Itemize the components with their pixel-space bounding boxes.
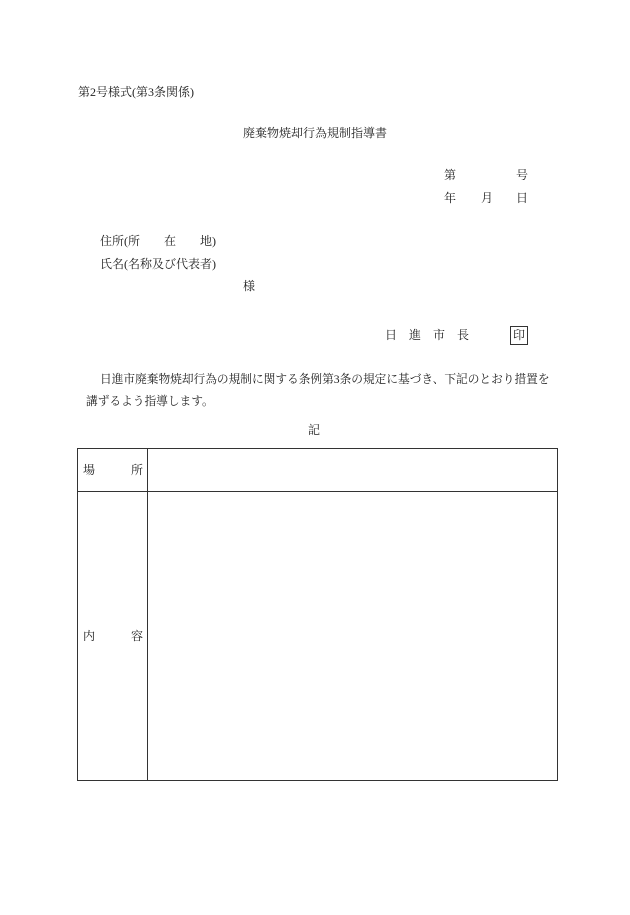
place-value-cell: [148, 449, 558, 492]
place-label-cell: [78, 449, 148, 492]
body-text-line-1: 日進市廃棄物焼却行為の規制に関する条例第3条の規定に基づき、下記のとおり措置を: [100, 373, 550, 386]
notation-ki: 記: [307, 423, 320, 437]
content-label: 内 容: [83, 629, 143, 643]
place-label: 場 所: [83, 463, 143, 477]
recipient-honorific: 様: [243, 279, 256, 293]
table-row-place: [78, 449, 558, 492]
recipient-name-label: 氏名(名称及び代表者): [100, 257, 216, 271]
date-day-unit: 日: [516, 191, 529, 205]
seal-mark: 印: [510, 326, 528, 345]
detail-table: [77, 448, 558, 781]
issuer-title: 日 進 市 長: [385, 328, 470, 342]
date-month-unit: 月: [481, 191, 494, 205]
table-row-content: [78, 492, 558, 781]
form-number: 第2号様式(第3条関係): [78, 85, 194, 99]
body-text-line-2: 講ずるよう指導します。: [86, 395, 214, 408]
document-number-prefix: 第: [444, 168, 457, 182]
recipient-address-label: 住所(所 在 地): [100, 234, 216, 248]
document-title: 廃棄物焼却行為規制指導書: [242, 126, 387, 140]
content-value-cell: [148, 492, 558, 781]
date-year-unit: 年: [444, 191, 457, 205]
content-label-cell: [78, 492, 148, 781]
document-number-suffix: 号: [516, 168, 529, 182]
